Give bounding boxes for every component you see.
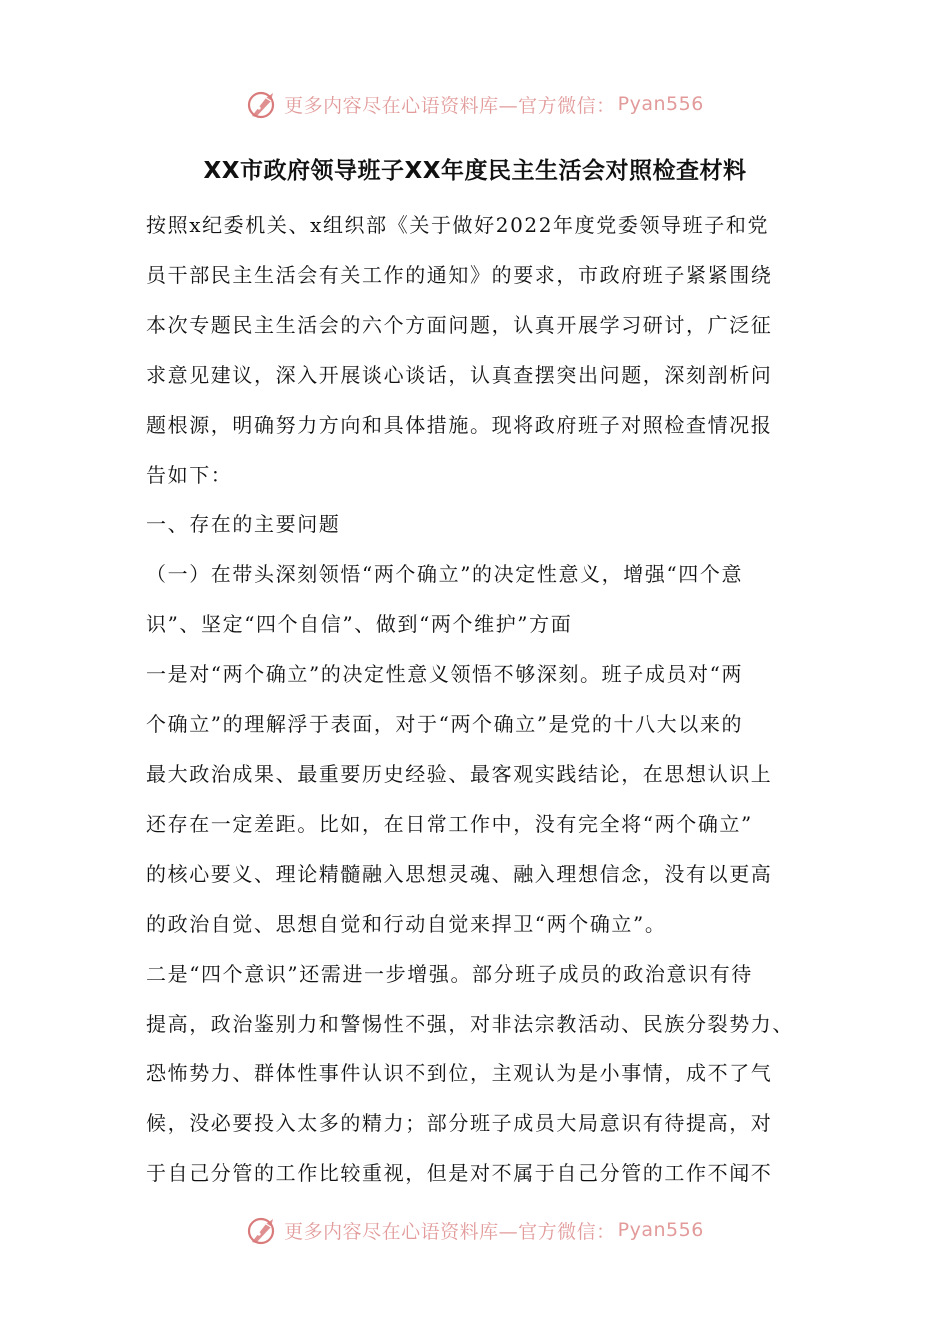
watermark-text: 更多内容尽在心语资料库—官方微信：	[284, 1220, 616, 1243]
pen-nib-circle-icon	[246, 87, 280, 121]
watermark-banner-bottom	[0, 1210, 950, 1250]
body-line: 的核心要义、理论精髓融入思想灵魂、融入理想信念，没有以更高	[146, 861, 773, 886]
body-line: 还存在一定差距。比如，在日常工作中，没有完全将“两个确立”	[146, 811, 753, 836]
body-line: 求意见建议，深入开展谈心谈话，认真查摆突出问题，深刻剖析问	[146, 362, 773, 387]
watermark-text: 更多内容尽在心语资料库—官方微信：	[284, 94, 616, 117]
watermark-banner-top	[0, 84, 950, 124]
body-line: 题根源，明确努力方向和具体措施。现将政府班子对照检查情况报	[146, 412, 773, 437]
document-title: XX市政府领导班子XX年度民主生活会对照检查材料	[203, 158, 747, 184]
subsection-heading: （一）在带头深刻领悟“两个确立”的决定性意义，增强“四个意	[146, 562, 744, 587]
subsection-heading: 识”、坚定“四个自信”、做到“两个维护”方面	[146, 612, 573, 637]
body-line: 本次专题民主生活会的六个方面问题，认真开展学习研讨，广泛征	[146, 312, 773, 337]
body-line: 候，没必要投入太多的精力；部分班子成员大局意识有待提高，对	[146, 1111, 773, 1136]
body-line: 最大政治成果、最重要历史经验、最客观实践结论，在思想认识上	[146, 761, 773, 786]
section-heading: 一、存在的主要问题	[146, 512, 341, 537]
watermark-wechat-id: Pyan556	[617, 93, 704, 115]
body-line: 于自己分管的工作比较重视，但是对不属于自己分管的工作不闻不	[146, 1161, 773, 1186]
body-line: 个确立”的理解浮于表面，对于“两个确立”是党的十八大以来的	[146, 712, 744, 737]
body-line: 告如下：	[146, 462, 233, 487]
body-line: 员干部民主生活会有关工作的通知》的要求，市政府班子紧紧围绕	[146, 262, 773, 287]
body-line: 按照x纪委机关、x组织部《关于做好2022年度党委领导班子和党	[146, 213, 770, 237]
pen-nib-circle-icon	[246, 1213, 280, 1247]
body-line: 二是“四个意识”还需进一步增强。部分班子成员的政治意识有待	[146, 961, 753, 986]
body-line: 一是对“两个确立”的决定性意义领悟不够深刻。班子成员对“两	[146, 662, 744, 687]
body-line: 恐怖势力、群体性事件认识不到位，主观认为是小事情，成不了气	[146, 1061, 773, 1086]
watermark-wechat-id: Pyan556	[617, 1219, 704, 1241]
document-body	[146, 201, 808, 1199]
body-line: 的政治自觉、思想自觉和行动自觉来捍卫“两个确立”。	[146, 911, 667, 936]
body-line: 提高，政治鉴别力和警惕性不强，对非法宗教活动、民族分裂势力、	[146, 1011, 794, 1036]
